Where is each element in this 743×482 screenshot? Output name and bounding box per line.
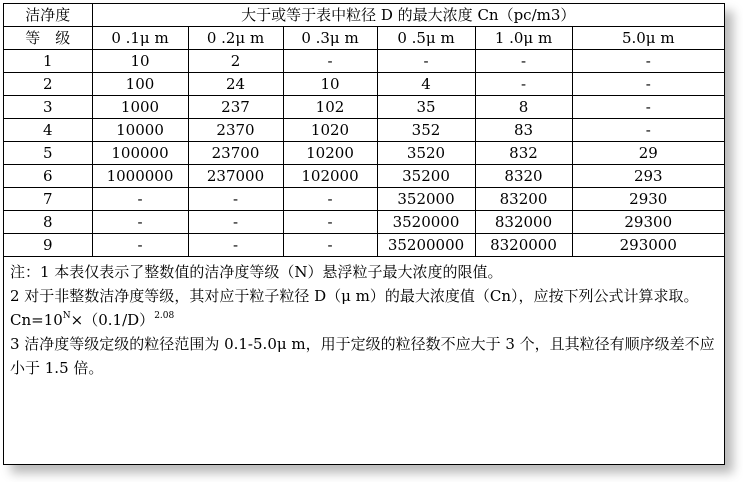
concentration-cell: 29300 <box>572 211 724 234</box>
concentration-cell: 3520 <box>377 142 475 165</box>
concentration-cell: 8320000 <box>475 234 572 257</box>
concentration-cell: - <box>475 50 572 73</box>
concentration-cell: 3520000 <box>377 211 475 234</box>
table-row <box>4 165 724 188</box>
concentration-cell: 293000 <box>572 234 724 257</box>
header-size-cell: 0 .1μ m <box>92 27 188 50</box>
header-size-cell: 1 .0μ m <box>475 27 572 50</box>
note-1: 注：1 本表仅表示了整数值的洁净度等级（N）悬浮粒子最大浓度的限值。 <box>10 263 503 281</box>
concentration-cell: - <box>92 234 188 257</box>
concentration-cell: - <box>572 96 724 119</box>
concentration-cell: - <box>572 73 724 96</box>
concentration-cell: - <box>283 211 377 234</box>
table-row <box>4 119 724 142</box>
cleanliness-class-table <box>4 4 724 257</box>
concentration-cell: 10 <box>92 50 188 73</box>
concentration-cell: - <box>377 50 475 73</box>
class-level-cell: 5 <box>4 142 92 165</box>
concentration-cell: 100000 <box>92 142 188 165</box>
table-row <box>4 73 724 96</box>
concentration-cell: - <box>92 211 188 234</box>
concentration-cell: 832000 <box>475 211 572 234</box>
concentration-cell: 24 <box>188 73 283 96</box>
table-row <box>4 234 724 257</box>
concentration-cell: 2 <box>188 50 283 73</box>
formula-exponent: 2.08 <box>154 311 175 321</box>
concentration-cell: 293 <box>572 165 724 188</box>
class-level-cell: 2 <box>4 73 92 96</box>
table-row <box>4 188 724 211</box>
class-level-cell: 3 <box>4 96 92 119</box>
concentration-cell: 35 <box>377 96 475 119</box>
concentration-cell: 35200 <box>377 165 475 188</box>
concentration-cell: 1000000 <box>92 165 188 188</box>
concentration-cell: - <box>92 188 188 211</box>
concentration-cell: - <box>188 234 283 257</box>
concentration-cell: 100 <box>92 73 188 96</box>
formula-base: Cn=10 <box>10 311 63 329</box>
concentration-cell: 8 <box>475 96 572 119</box>
concentration-cell: 2930 <box>572 188 724 211</box>
class-level-cell: 9 <box>4 234 92 257</box>
header-class-label: 洁净度 <box>4 4 92 27</box>
concentration-cell: 83200 <box>475 188 572 211</box>
concentration-cell: 10200 <box>283 142 377 165</box>
class-level-cell: 4 <box>4 119 92 142</box>
table-row <box>4 50 724 73</box>
header-row-2 <box>4 27 724 50</box>
concentration-cell: 1000 <box>92 96 188 119</box>
formula-ratio: ×（0.1/D） <box>70 311 155 329</box>
header-size-cell: 5.0μ m <box>572 27 724 50</box>
concentration-cell: 2370 <box>188 119 283 142</box>
concentration-cell: - <box>283 50 377 73</box>
formula-line <box>10 308 718 332</box>
concentration-cell: - <box>475 73 572 96</box>
concentration-cell: 102000 <box>283 165 377 188</box>
header-size-cell: 0 .3μ m <box>283 27 377 50</box>
table-row <box>4 96 724 119</box>
table-notes <box>4 257 724 380</box>
class-level-cell: 1 <box>4 50 92 73</box>
class-level-cell: 8 <box>4 211 92 234</box>
concentration-cell: - <box>572 119 724 142</box>
header-class-label-2: 等 级 <box>4 27 92 50</box>
header-row-1 <box>4 4 724 27</box>
concentration-cell: 832 <box>475 142 572 165</box>
formula-exponent-n: N <box>62 311 71 321</box>
concentration-cell: - <box>283 188 377 211</box>
concentration-cell: 35200000 <box>377 234 475 257</box>
concentration-cell: 23700 <box>188 142 283 165</box>
note-2: 2 对于非整数洁净度等级，其对应于粒子粒径 D（μ m）的最大浓度值（Cn），应按下列公式计算求取。 <box>10 287 699 305</box>
header-size-cell: 0 .2μ m <box>188 27 283 50</box>
concentration-cell: 10 <box>283 73 377 96</box>
concentration-cell: 83 <box>475 119 572 142</box>
concentration-cell: - <box>572 50 724 73</box>
header-size-cell: 0 .5μ m <box>377 27 475 50</box>
header-span-title: 大于或等于表中粒径 D 的最大浓度 Cn（pc/m3） <box>92 4 724 27</box>
concentration-cell: 4 <box>377 73 475 96</box>
concentration-cell: 237000 <box>188 165 283 188</box>
concentration-cell: - <box>188 211 283 234</box>
concentration-cell: 10000 <box>92 119 188 142</box>
concentration-cell: 29 <box>572 142 724 165</box>
concentration-cell: 352000 <box>377 188 475 211</box>
cleanliness-table-frame <box>3 3 725 465</box>
concentration-cell: - <box>188 188 283 211</box>
table-row <box>4 142 724 165</box>
concentration-cell: 102 <box>283 96 377 119</box>
concentration-cell: - <box>283 234 377 257</box>
concentration-cell: 8320 <box>475 165 572 188</box>
concentration-cell: 352 <box>377 119 475 142</box>
concentration-cell: 237 <box>188 96 283 119</box>
concentration-cell: 1020 <box>283 119 377 142</box>
table-row <box>4 211 724 234</box>
class-level-cell: 7 <box>4 188 92 211</box>
note-3: 3 洁净度等级定级的粒径范围为 0.1-5.0μ m，用于定级的粒径数不应大于 3 个，且其粒径有顺序级差不应小于 1.5 倍。 <box>10 335 715 377</box>
class-level-cell: 6 <box>4 165 92 188</box>
